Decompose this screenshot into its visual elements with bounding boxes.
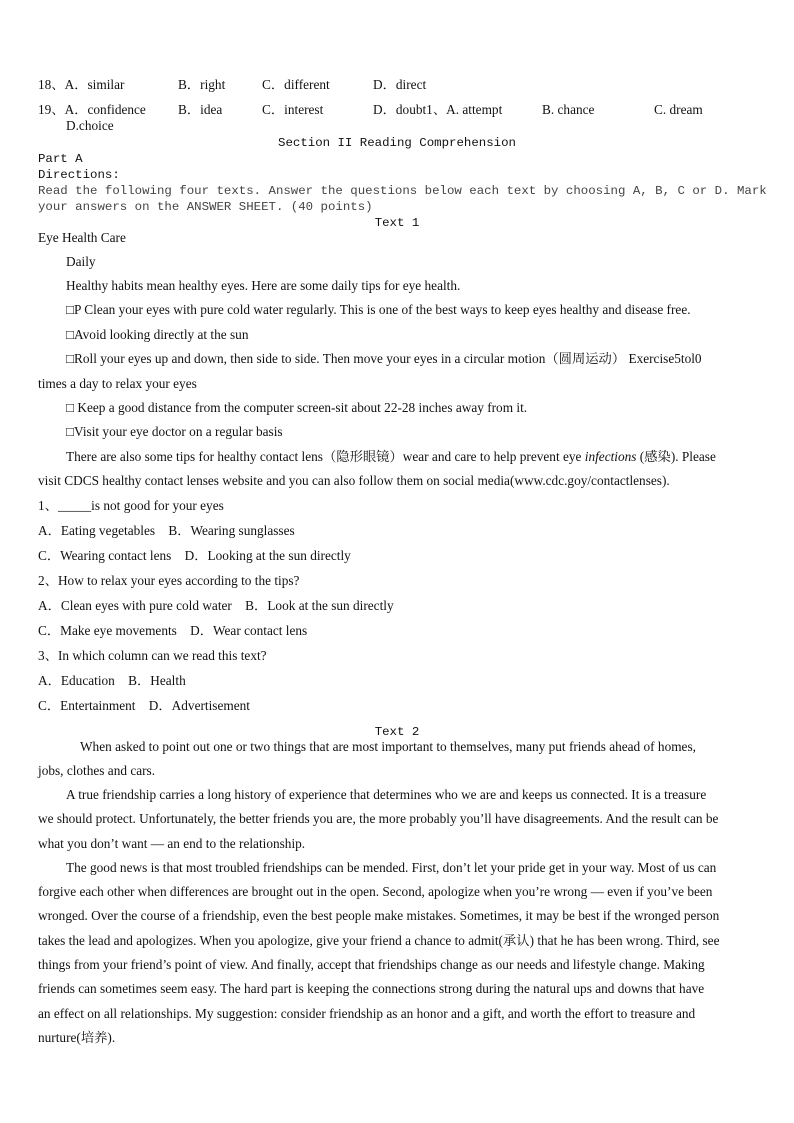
paragraph (66, 449, 716, 465)
text1-heading: Eye Health Care (38, 230, 126, 245)
tip-item: □Visit your eye doctor on a regular basis (66, 424, 283, 439)
option-d: D．doubt1、A. attempt (373, 102, 503, 117)
options: A．Eating vegetables B．Wearing sunglasses (38, 523, 295, 538)
option-a: 19、A．confidence (38, 102, 146, 117)
tip-item: □Roll your eyes up and down, then side to side. Then move your eyes in a circular motion（圆周运动） Exercise5tol0 (66, 351, 702, 366)
paragraph-line: we should protect. Unfortunately, the better friends you are, the more probably you’ll have disagreements. And the result can be (38, 811, 719, 826)
paragraph-line: jobs, clothes and cars. (38, 763, 156, 778)
text1-title: Text 1 (374, 216, 420, 230)
question: 1、_____is not good for your eyes (38, 498, 224, 513)
option-d2: D.choice (66, 118, 114, 133)
question: 3、In which column can we read this text? (38, 648, 267, 663)
option-a: 18、A．similar (38, 77, 125, 92)
text1-subheading: Daily (66, 254, 96, 269)
tip-item: times a day to relax your eyes (38, 376, 197, 391)
tip-item: □ Keep a good distance from the computer screen-sit about 22-28 inches away from it. (66, 400, 528, 415)
options: C．Wearing contact lens D．Looking at the sun directly (38, 548, 351, 563)
directions-text: Read the following four texts. Answer the questions below each text by choosing A, B, C or D. Mark (38, 184, 767, 198)
paragraph-line: wronged. Over the course of a friendship, even the best people make mistakes. Sometimes, it may be best if the wronged person (38, 908, 720, 923)
paragraph-line: friends can sometimes seem easy. The hard part is keeping the connections strong during the natural ups and downs that have (38, 981, 705, 996)
section-title: Section II Reading Comprehension (278, 136, 516, 150)
option-b: B．idea (178, 102, 223, 117)
options: C．Entertainment D．Advertisement (38, 698, 250, 713)
option-c: C．interest (262, 102, 324, 117)
text: There are also some tips for healthy contact lens（隐形眼镜）wear and care to help prevent eye (66, 449, 585, 464)
paragraph-line: what you don’t want — an end to the relationship. (38, 836, 306, 851)
option-c2: C. dream (654, 102, 703, 117)
paragraph-line: an effect on all relationships. My suggestion: consider friendship as an honor and a gift, and worth the effort to treasure and (38, 1006, 696, 1021)
option-b2: B. chance (542, 102, 595, 117)
directions-label: Directions: (38, 168, 120, 182)
paragraph: visit CDCS healthy contact lenses website and you can also follow them on social media(www.cdc.goy/contactlenses). (38, 473, 670, 488)
paragraph-line: When asked to point out one or two things that are most important to themselves, many put friends ahead of homes, (80, 739, 696, 754)
paragraph-line: forgive each other when differences are brought out in the open. Second, apologize when you’re wrong — even if you’ve been (38, 884, 713, 899)
question: 2、How to relax your eyes according to the tips? (38, 573, 300, 588)
tip-item: □P Clean your eyes with pure cold water regularly. This is one of the best ways to keep eyes healthy and disease free. (66, 302, 691, 317)
paragraph-line: nurture(培养). (38, 1030, 116, 1045)
options: A．Clean eyes with pure cold water B．Look at the sun directly (38, 598, 394, 613)
italic-text: infections (584, 449, 637, 464)
paragraph-line: takes the lead and apologizes. When you apologize, give your friend a chance to admit(承认) that he has been wrong. Third, see (38, 933, 720, 948)
directions-text: your answers on the ANSWER SHEET. (40 points) (38, 200, 373, 214)
options: A．Education B．Health (38, 673, 186, 688)
paragraph: Healthy habits mean healthy eyes. Here are some daily tips for eye health. (66, 278, 461, 293)
option-d: D．direct (373, 77, 427, 92)
part-title: Part A (38, 152, 83, 166)
paragraph-line: things from your friend’s point of view. And finally, accept that friendships change as our needs and lifestyle change. Making (38, 957, 705, 972)
tip-item: □Avoid looking directly at the sun (66, 327, 249, 342)
option-b: B．right (178, 77, 226, 92)
option-c: C．different (262, 77, 330, 92)
options: C．Make eye movements D．Wear contact lens (38, 623, 308, 638)
text: (感染). Please (636, 449, 716, 464)
text2-title: Text 2 (374, 725, 420, 739)
paragraph-line: A true friendship carries a long history of experience that determines who we are and keeps us connected. It is a treasure (66, 787, 707, 802)
paragraph-line: The good news is that most troubled friendships can be mended. First, don’t let your pride get in your way. Most of us can (66, 860, 717, 875)
